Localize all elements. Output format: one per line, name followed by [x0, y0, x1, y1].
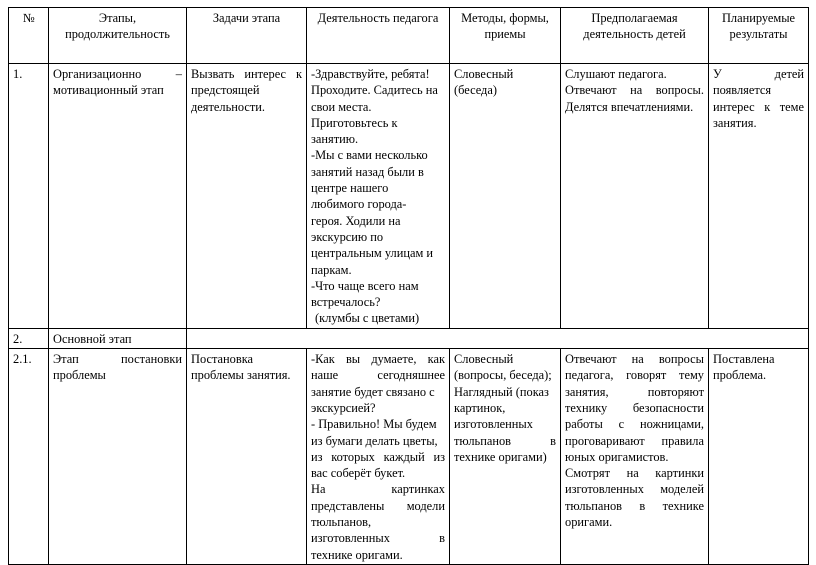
- header-children-activity: Предполагаемая деятельность детей: [561, 8, 709, 64]
- row21-tasks: Постановка проблемы занятия.: [187, 349, 307, 565]
- header-num: №: [9, 8, 49, 64]
- row1-stage: Организационно – мотивационный этап: [49, 64, 187, 329]
- row-2: [9, 328, 809, 348]
- row21-stage: Этап постановки проблемы: [49, 349, 187, 565]
- row-2-1: [9, 349, 809, 565]
- row21-children-activity: Отвечают на вопросы педагога, говорят тему занятия, повторяют технику безопасности работы с ножницами, проговаривают правила юных оригамистов. Смотрят на картинки изготовленных моделей тюльпанов в технике оригами.: [561, 349, 709, 565]
- lesson-plan-table: [8, 7, 809, 565]
- row21-results: Поставлена проблема.: [709, 349, 809, 565]
- row21-num: 2.1.: [9, 349, 49, 565]
- header-row: [9, 8, 809, 64]
- row21-methods: Словесный (вопросы, беседа); Наглядный (показ картинок, изготовленных тюльпанов в технике оригами): [450, 349, 561, 565]
- row1-teacher-activity: -Здравствуйте, ребята! Проходите. Садитесь на свои места. Приготовьтесь к занятию. -Мы с вами несколько занятий назад были в центре нашего любимого города- героя. Ходили на экскурсию по центральным улицам и паркам. -Что чаще всего нам встречалось? (клумбы с цветами): [307, 64, 450, 329]
- row1-tasks: Вызвать интерес к предстоящей деятельности.: [187, 64, 307, 329]
- row2-stage: Основной этап: [49, 328, 187, 348]
- header-results: Планируемые результаты: [709, 8, 809, 64]
- row1-results: У детей появляется интерес к теме занятия.: [709, 64, 809, 329]
- header-tasks: Задачи этапа: [187, 8, 307, 64]
- row-1: [9, 64, 809, 329]
- row2-num: 2.: [9, 328, 49, 348]
- header-methods: Методы, формы, приемы: [450, 8, 561, 64]
- row1-num: 1.: [9, 64, 49, 329]
- row2-merged-empty: [187, 328, 809, 348]
- header-teacher-activity: Деятельность педагога: [307, 8, 450, 64]
- row1-children-activity: Слушают педагога. Отвечают на вопросы. Делятся впечатлениями.: [561, 64, 709, 329]
- header-stages: Этапы, продолжительность: [49, 8, 187, 64]
- row21-teacher-activity: -Как вы думаете, как наше сегодняшнее занятие будет связано с экскурсией? - Правильно! Мы будем из бумаги делать цветы, из которых каждый из вас соберёт букет. На картинках представлены модели тюльпанов, изготовленных в технике оригами.: [307, 349, 450, 565]
- row1-methods: Словесный (беседа): [450, 64, 561, 329]
